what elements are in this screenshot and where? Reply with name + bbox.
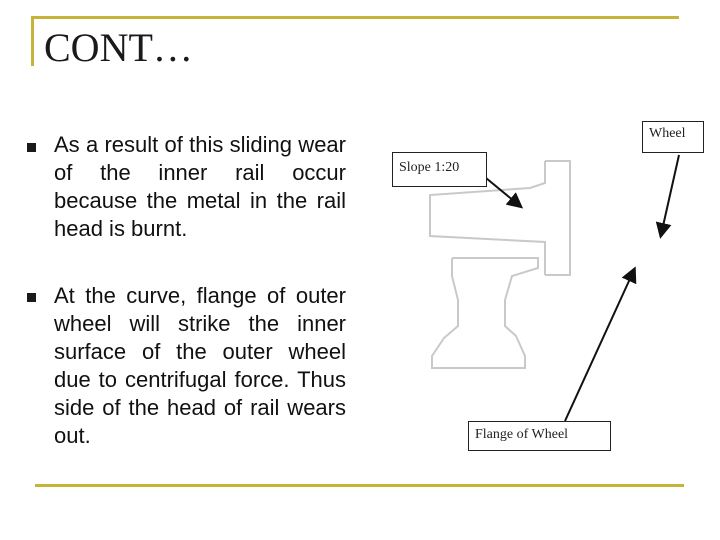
rail-outline — [432, 258, 538, 368]
slide-title: CONT… — [44, 25, 193, 70]
bullet-text-2: At the curve, flange of outer wheel will strike the inner surface of the outer wheel due to centrifugal force. Thus side of the head of rail wears out. — [54, 283, 346, 448]
slope-arrow — [486, 178, 520, 206]
wheel-label: Wheel — [642, 121, 704, 153]
wheel-arrow — [661, 155, 679, 235]
slope-label: Slope 1:20 — [392, 152, 487, 187]
bullet-text-1: As a result of this sliding wear of the inner rail occur because the metal in the rail head is burnt. — [54, 132, 346, 241]
flange-label: Flange of Wheel — [468, 421, 611, 451]
flange-arrow — [565, 270, 634, 421]
